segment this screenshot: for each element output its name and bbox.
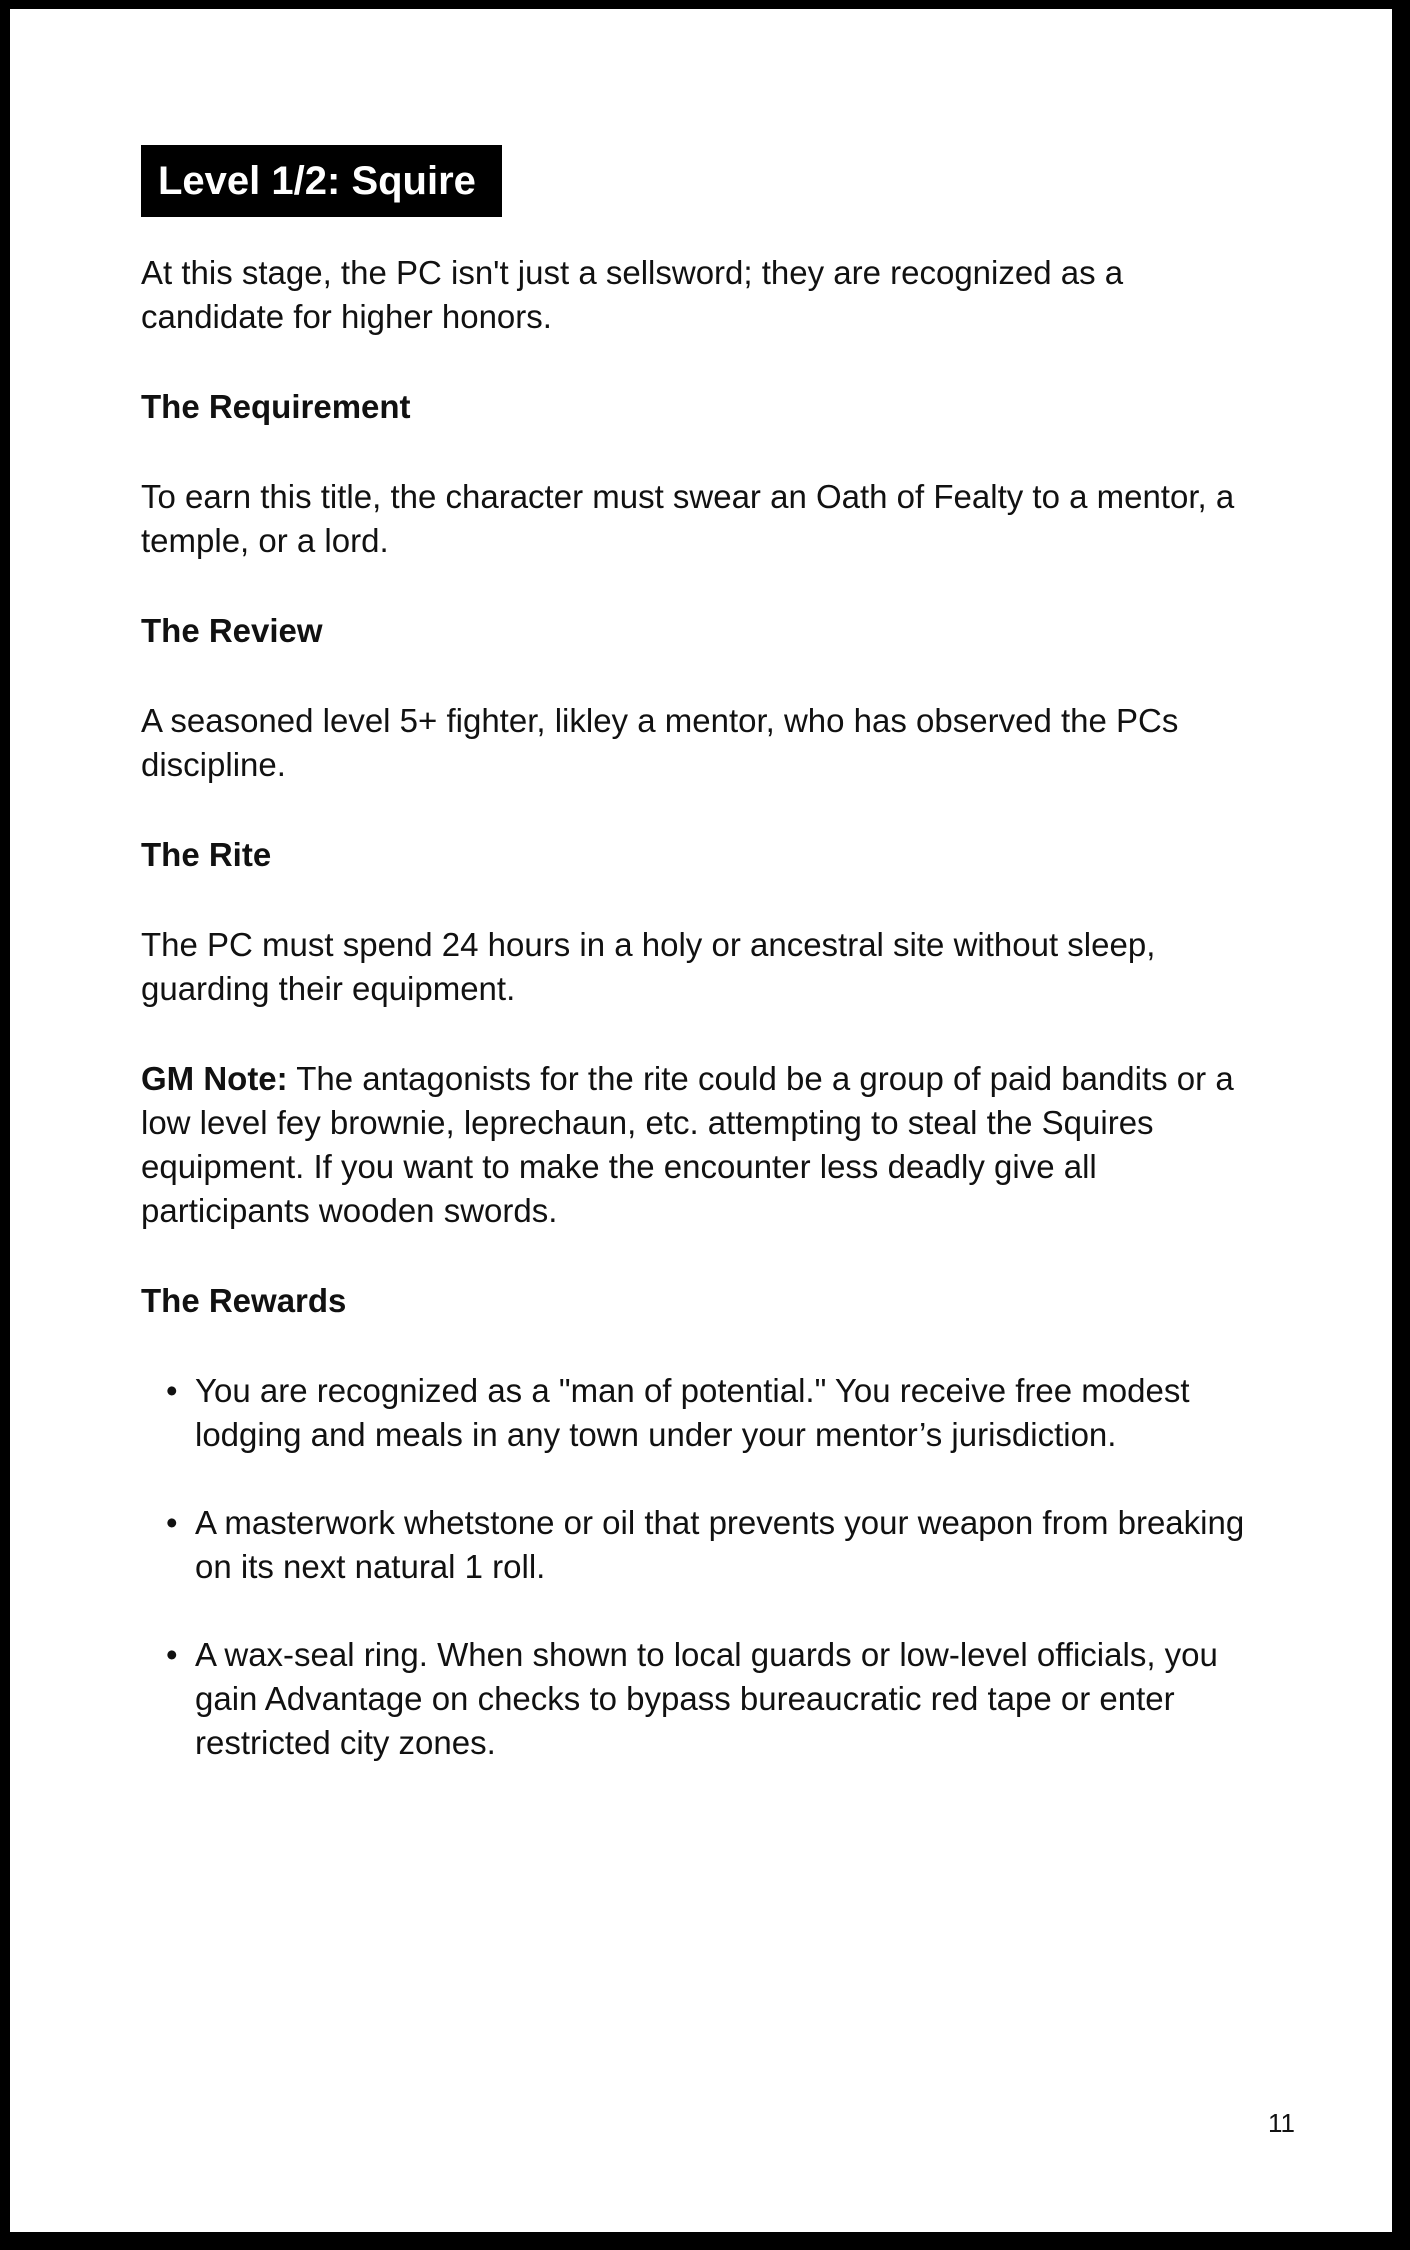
rite-text: The PC must spend 24 hours in a holy or ancestral site without sleep, guarding their equipment.	[141, 926, 1156, 1007]
requirement-heading: The Requirement	[141, 388, 411, 425]
page-number: 11	[1268, 2108, 1295, 2138]
list-item	[141, 1633, 1271, 1765]
gm-note	[141, 1057, 1271, 1233]
page-content	[141, 145, 1271, 1809]
rewards-heading: The Rewards	[141, 1282, 347, 1319]
intro-paragraph: At this stage, the PC isn't just a sellsword; they are recognized as a candidate for higher honors.	[141, 254, 1124, 335]
list-item	[141, 1501, 1271, 1589]
rite-heading: The Rite	[141, 836, 272, 873]
bullet-icon: •	[166, 1504, 178, 1541]
reward-text: A wax-seal ring. When shown to local guards or low-level officials, you gain Advantage on checks to bypass bureaucratic red tape or enter restricted city zones.	[195, 1636, 1218, 1761]
review-heading: The Review	[141, 612, 323, 649]
bullet-icon: •	[166, 1372, 178, 1409]
reward-text: A masterwork whetstone or oil that prevents your weapon from breaking on its next natural 1 roll.	[195, 1504, 1245, 1585]
rewards-list	[141, 1369, 1271, 1765]
requirement-text: To earn this title, the character must swear an Oath of Fealty to a mentor, a temple, or a lord.	[141, 478, 1235, 559]
gm-note-text: The antagonists for the rite could be a group of paid bandits or a low level fey brownie, leprechaun, etc. attempting to steal the Squires equipment. If you want to make the encounter less deadly give all participants wooden swords.	[141, 1060, 1234, 1229]
list-item	[141, 1369, 1271, 1457]
bullet-icon: •	[166, 1636, 178, 1673]
review-text: A seasoned level 5+ fighter, likley a mentor, who has observed the PCs discipline.	[141, 702, 1179, 783]
reward-text: You are recognized as a "man of potential." You receive free modest lodging and meals in any town under your mentor’s jurisdiction.	[195, 1372, 1190, 1453]
gm-note-label: GM Note:	[141, 1060, 288, 1097]
page-title: Level 1/2: Squire	[141, 145, 502, 217]
